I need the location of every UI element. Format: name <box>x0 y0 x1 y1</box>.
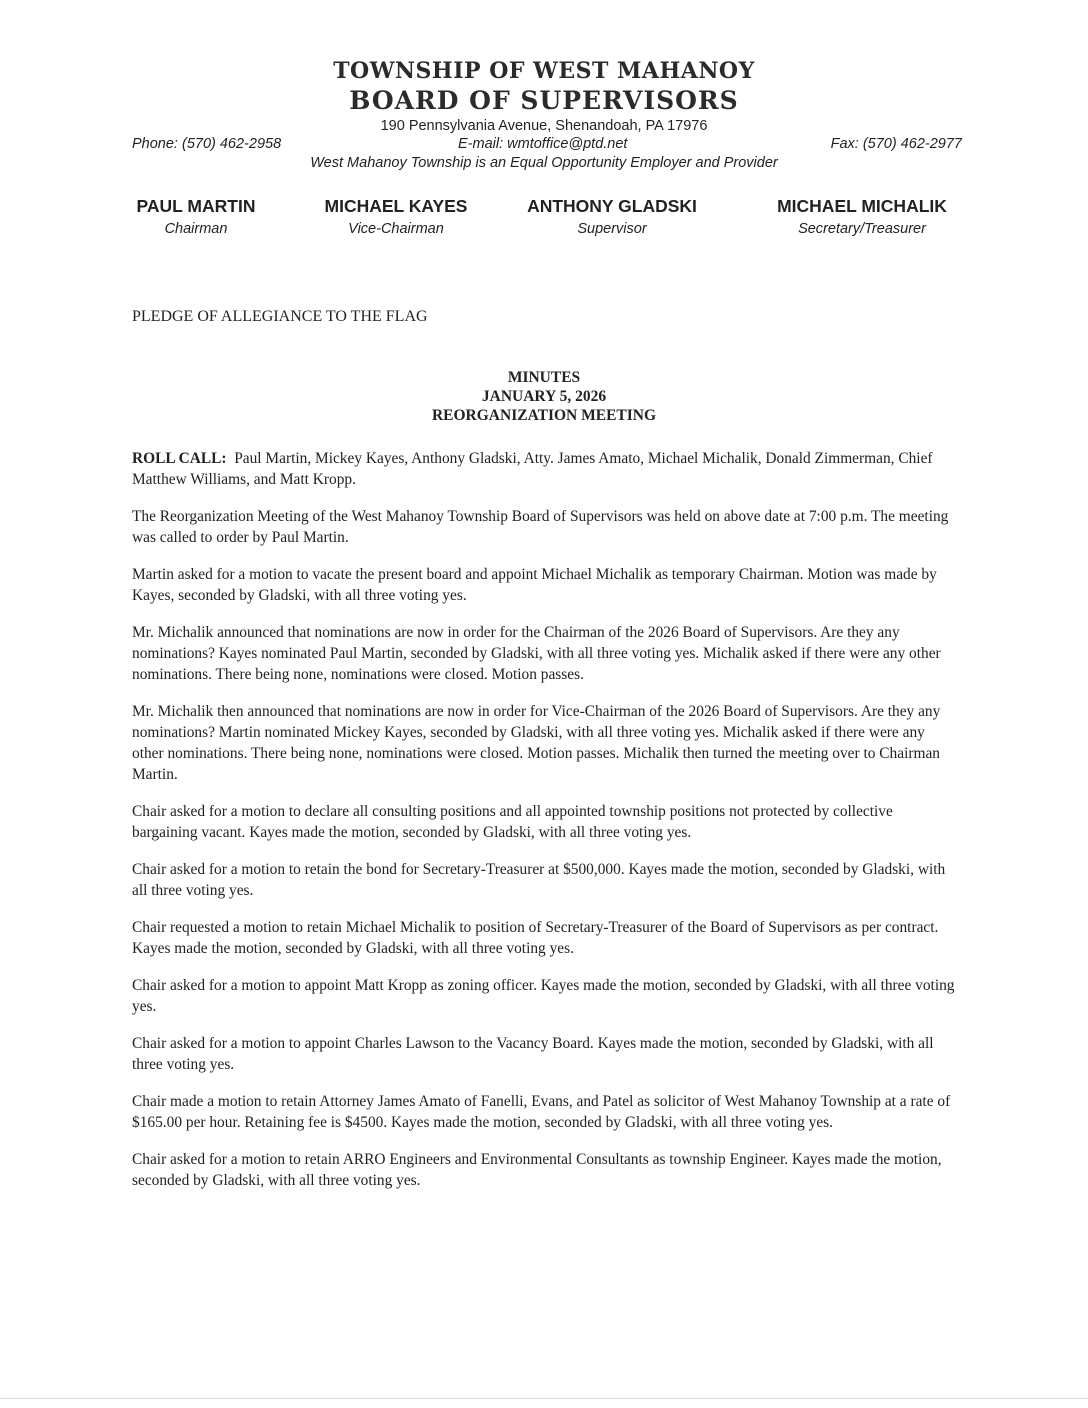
minutes-body <box>132 448 960 1207</box>
minutes-paragraph: Chair asked for a motion to retain ARRO Engineers and Environmental Consultants as township Engineer. Kayes made the motion, seconded by Gladski, with all three voting yes. <box>132 1151 942 1189</box>
page-bottom-edge <box>0 1398 1088 1399</box>
minutes-meeting-type: REORGANIZATION MEETING <box>431 407 657 424</box>
officer-name: MICHAEL MICHALIK <box>777 196 947 216</box>
board-title: BOARD OF SUPERVISORS <box>349 86 739 115</box>
pledge-heading: PLEDGE OF ALLEGIANCE TO THE FLAG <box>132 308 428 325</box>
minutes-paragraph: Chair asked for a motion to declare all consulting positions and all appointed township positions not protected by collective bargaining vacant. Kayes made the motion, seconded by Gladski, with all three voting yes. <box>132 803 893 841</box>
equal-opportunity-statement: West Mahanoy Township is an Equal Opportunity Employer and Provider <box>310 155 778 171</box>
roll-call-text: Paul Martin, Mickey Kayes, Anthony Gladski, Atty. James Amato, Michael Michalik, Donald Zimmerman, Chief Matthew Williams, and Matt Kropp. <box>132 450 933 488</box>
officer-title: Vice-Chairman <box>348 221 444 237</box>
officer-vice-chairman <box>286 196 506 237</box>
minutes-paragraph: Chair made a motion to retain Attorney James Amato of Fanelli, Evans, and Patel as solicitor of West Mahanoy Township at a rate of $165.00 per hour. Retaining fee is $4500. Kayes made the motion, seconded by Gladski, with all three voting yes. <box>132 1093 951 1131</box>
phone-number: Phone: (570) 462-2958 <box>132 136 282 152</box>
officer-title: Supervisor <box>577 221 647 237</box>
township-title: TOWNSHIP OF WEST MAHANOY <box>333 58 755 84</box>
officers-row <box>108 196 988 246</box>
officer-supervisor <box>502 196 722 237</box>
email-address: E-mail: wmtoffice@ptd.net <box>458 136 628 152</box>
minutes-paragraph: The Reorganization Meeting of the West Mahanoy Township Board of Supervisors was held on above date at 7:00 p.m. The meeting was called to order by Paul Martin. <box>132 508 949 546</box>
officer-title: Secretary/Treasurer <box>798 221 926 237</box>
fax-number: Fax: (570) 462-2977 <box>830 136 962 152</box>
roll-call-paragraph <box>132 448 960 490</box>
officer-title: Chairman <box>164 221 228 237</box>
minutes-paragraph: Chair asked for a motion to appoint Matt Kropp as zoning officer. Kayes made the motion, seconded by Gladski, with all three voting yes. <box>132 977 955 1015</box>
minutes-paragraph: Chair asked for a motion to appoint Charles Lawson to the Vacancy Board. Kayes made the motion, seconded by Gladski, with all three voting yes. <box>132 1035 934 1073</box>
officer-chairman <box>86 196 306 237</box>
officer-secretary-treasurer <box>752 196 972 237</box>
minutes-date: JANUARY 5, 2026 <box>481 388 607 405</box>
minutes-paragraph: Mr. Michalik then announced that nominations are now in order for Vice-Chairman of the 2026 Board of Supervisors. Are they any nominations? Martin nominated Mickey Kayes, seconded by Gladski, with all three voting yes. Michalik asked if there were any other nominations. There being none, nominations were closed. Motion passes. Michalik then turned the meeting over to Chairman Martin. <box>132 703 941 783</box>
minutes-paragraph: Mr. Michalik announced that nominations are now in order for the Chairman of the 2026 Board of Supervisors. Are they any nominations? Kayes nominated Paul Martin, seconded by Gladski, with all three voting yes. Michalik asked if there were any other nominations. There being none, nominations were closed. Motion passes. <box>132 624 941 683</box>
officer-name: MICHAEL KAYES <box>324 196 468 216</box>
minutes-title: MINUTES <box>507 369 581 386</box>
minutes-paragraph: Chair asked for a motion to retain the bond for Secretary-Treasurer at $500,000. Kayes made the motion, seconded by Gladski, with all three voting yes. <box>132 861 946 899</box>
officer-name: PAUL MARTIN <box>136 196 256 216</box>
officer-name: ANTHONY GLADSKI <box>527 196 697 216</box>
minutes-paragraph: Chair requested a motion to retain Michael Michalik to position of Secretary-Treasurer of the Board of Supervisors as per contract. Kayes made the motion, seconded by Gladski, with all three voting yes. <box>132 919 939 957</box>
roll-call-label: ROLL CALL: <box>132 450 227 467</box>
address: 190 Pennsylvania Avenue, Shenandoah, PA 17976 <box>380 118 708 134</box>
contact-row <box>132 136 962 156</box>
minutes-paragraph: Martin asked for a motion to vacate the present board and appoint Michael Michalik as temporary Chairman. Motion was made by Kayes, seconded by Gladski, with all three voting yes. <box>132 566 937 604</box>
minutes-heading-block <box>0 368 1088 425</box>
